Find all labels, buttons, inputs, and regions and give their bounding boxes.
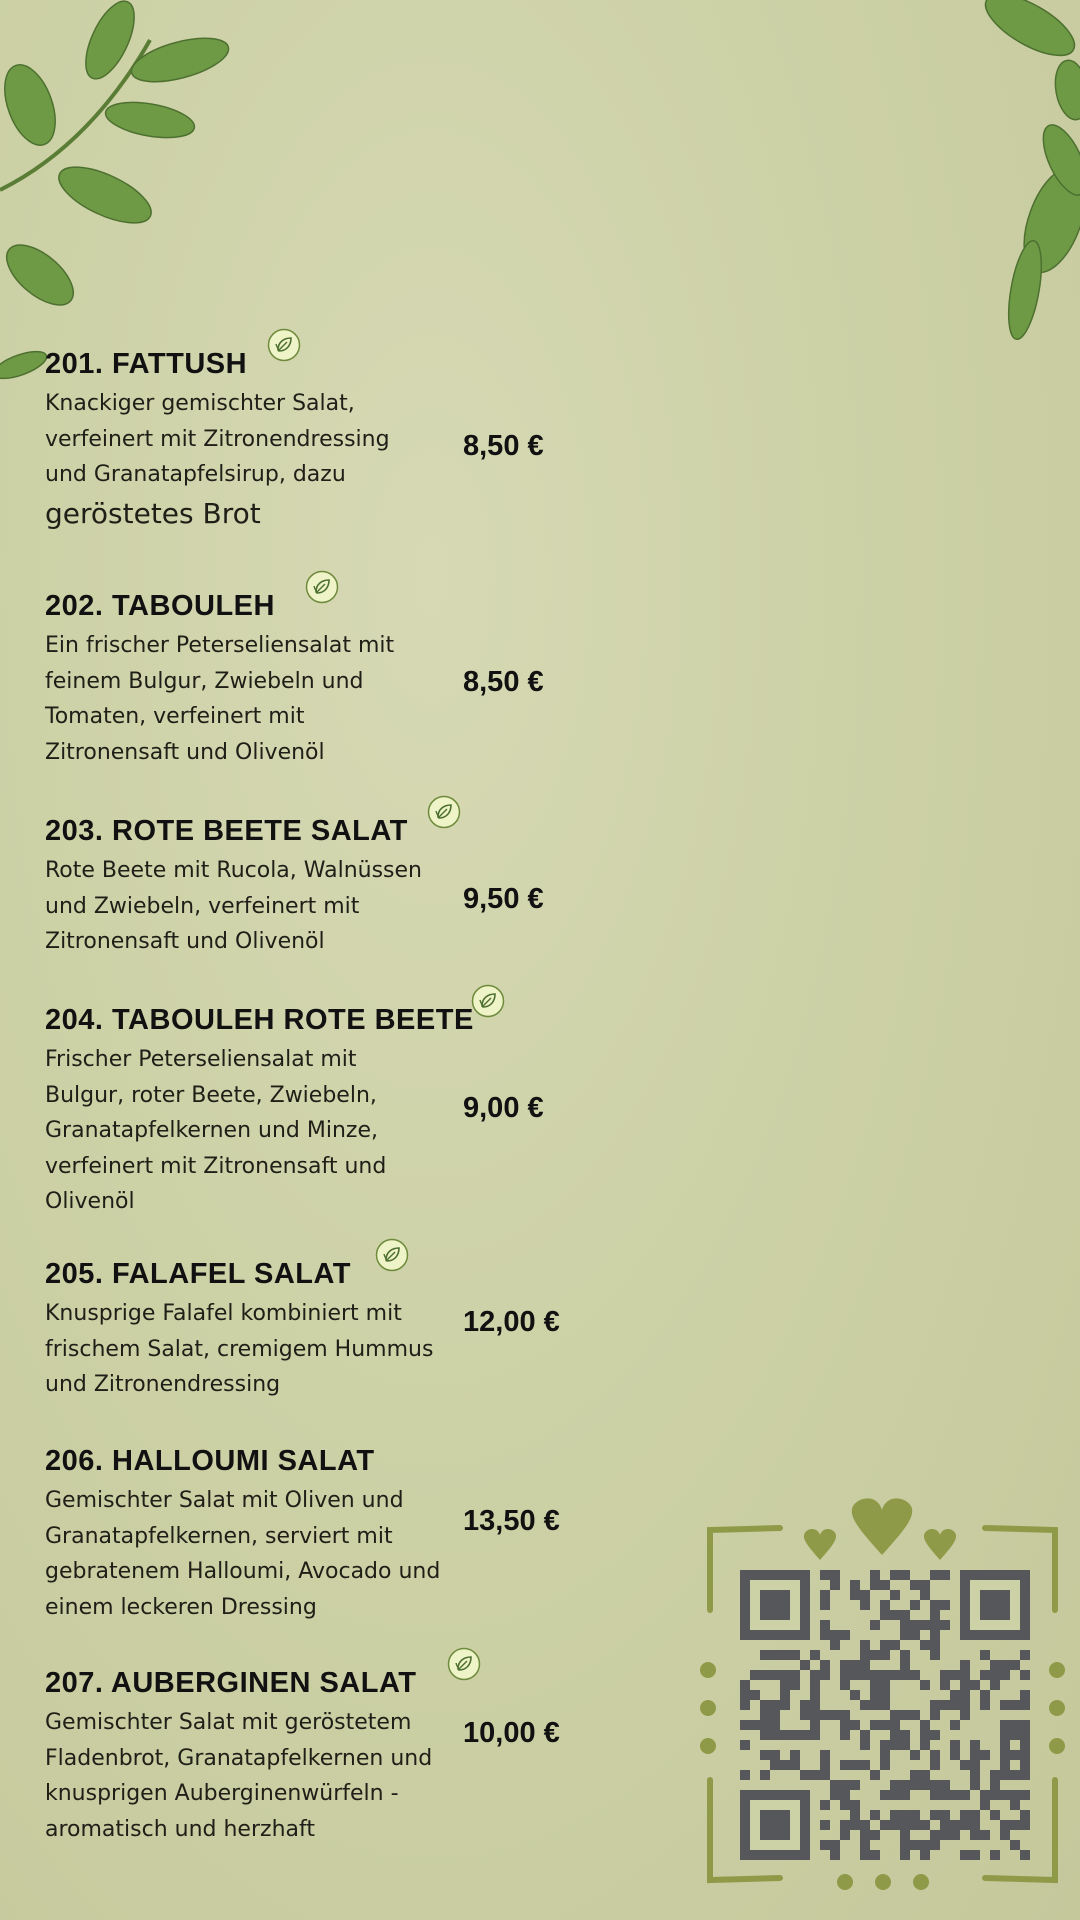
menu-item-description	[45, 853, 465, 960]
vegan-leaf-badge-icon	[267, 328, 301, 362]
menu-item-description	[45, 386, 465, 535]
menu-item-description	[45, 1296, 465, 1403]
menu-item-description-text: Gemischter Salat mit Oliven und Granatapfelkernen, serviert mit gebratenem Halloumi, Avocado und einem leckeren Dressing	[45, 1488, 441, 1620]
menu-item-description-text: Knackiger gemischter Salat, verfeinert mit Zitronendressing und Granatapfelsirup, dazu	[45, 391, 390, 487]
menu-item-description	[45, 628, 465, 770]
qr-frame	[700, 1490, 1065, 1890]
menu-item-price: 10,00 €	[463, 1717, 560, 1749]
menu-item	[45, 346, 605, 535]
vegan-leaf-badge-icon	[471, 984, 505, 1018]
menu-item-description-text: Frischer Peterseliensalat mit Bulgur, roter Beete, Zwiebeln, Granatapfelkernen und Minze, verfeinert mit Zitronensaft und Olivenöl	[45, 1047, 387, 1214]
vegan-leaf-badge-icon	[447, 1647, 481, 1681]
menu-item-title: 204. TABOULEH ROTE BEETE	[45, 1004, 474, 1036]
menu-item	[45, 1256, 605, 1403]
menu-item-description-text: Knusprige Falafel kombiniert mit frischem Salat, cremigem Hummus und Zitronendressing	[45, 1301, 434, 1397]
menu-item	[45, 1002, 605, 1220]
menu-item-price: 8,50 €	[463, 666, 544, 698]
menu-item-price: 8,50 €	[463, 430, 544, 462]
menu-item-description	[45, 1705, 465, 1847]
menu-item-description-extra: geröstetes Brot	[45, 496, 261, 530]
menu-item-price: 9,00 €	[463, 1092, 544, 1124]
menu-item	[45, 813, 605, 960]
menu-item-title: 201. FATTUSH	[45, 348, 248, 380]
menu-item-description-text: Ein frischer Peterseliensalat mit feinem Bulgur, Zwiebeln und Tomaten, verfeinert mit Zitronensaft und Olivenöl	[45, 633, 395, 765]
menu-item	[45, 1665, 605, 1847]
menu-item-price: 9,50 €	[463, 883, 544, 915]
vegan-leaf-badge-icon	[305, 570, 339, 604]
leaves-top-right-decoration	[960, 0, 1080, 380]
menu-item-title: 202. TABOULEH	[45, 590, 275, 622]
menu-item	[45, 1443, 605, 1625]
menu-item-description-text: Rote Beete mit Rucola, Walnüssen und Zwiebeln, verfeinert mit Zitronensaft und Olivenöl	[45, 858, 422, 954]
menu-item-description	[45, 1483, 465, 1625]
menu-item-title: 207. AUBERGINEN SALAT	[45, 1667, 417, 1699]
leaves-top-left-decoration	[0, 0, 260, 380]
qr-code-block[interactable]	[700, 1490, 1065, 1890]
menu-item-title: 206. HALLOUMI SALAT	[45, 1445, 375, 1477]
qr-code-icon	[740, 1570, 1030, 1860]
menu-item-price: 12,00 €	[463, 1306, 560, 1338]
menu-item-description-text: Gemischter Salat mit geröstetem Fladenbrot, Granatapfelkernen und knusprigen Auberginenwürfeln - aromatisch und herzhaft	[45, 1710, 433, 1842]
menu-item	[45, 588, 605, 770]
vegan-leaf-badge-icon	[375, 1238, 409, 1272]
heart-icon	[804, 1498, 956, 1560]
menu-item-price: 13,50 €	[463, 1505, 560, 1537]
menu-item-description	[45, 1042, 465, 1220]
menu-item-title: 203. ROTE BEETE SALAT	[45, 815, 408, 847]
vegan-leaf-badge-icon	[427, 795, 461, 829]
menu-item-title: 205. FALAFEL SALAT	[45, 1258, 352, 1290]
